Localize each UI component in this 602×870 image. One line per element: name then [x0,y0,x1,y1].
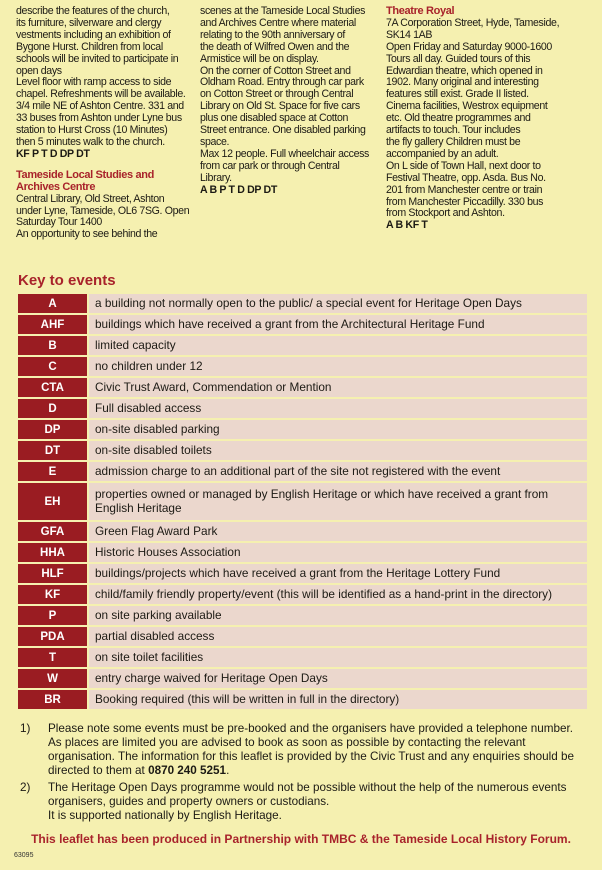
column-2 [200,6,386,197]
note-1-end: . [226,764,230,777]
key-table [18,294,587,711]
local-studies-text: Central Library, Old Street, Ashton under Lyne, Tameside, OL6 7SG. Open Saturday Tour 1400 An opportunity to see behind the [16,192,190,241]
theatre-royal-text: 7A Corporation Street, Hyde, Tameside, SK14 1AB Open Friday and Saturday 9000-1600 Tours all day. Guided tours of this Edwardian theatre, which opened in 1902. Many original and interesting features still exist. Grade II listed. Cinema facilities, Westrox equipment etc. Old theatre programmes and artifacts to touch. Tour includes the fly gallery Children must be accompanied by an adult. On L side of Town Hall, next door to Festival Theatre, opp. Asda. Bus No. 201 from Manchester centre or train from Manchester Piccadilly. 330 bus from Stockport and Ashton. [386,16,560,220]
key-row [18,522,587,541]
key-title: Key to events [18,272,116,289]
key-code: E [18,462,87,481]
key-row [18,648,587,667]
key-description: child/family friendly property/event (this will be identified as a hand-print in the directory) [89,585,587,604]
key-description: Civic Trust Award, Commendation or Mention [89,378,587,397]
notes [20,722,580,826]
church-description: describe the features of the church, its furniture, silverware and clergy vestments including an exhibition of Bygone Hurst. Children from local schools will be invited to participate in open days Level floor with ramp access to side chapel. Refreshments will be available. 3/4 mile NE of Ashton Centre. 331 and 33 buses from Ashton under Lyne bus station to Hurst Cross (10 Minutes) then 5 minutes walk to the church. [16,5,186,148]
theatre-royal-heading: Theatre Royal [386,5,455,17]
key-code: GFA [18,522,87,541]
key-code: BR [18,690,87,709]
key-row [18,336,587,355]
key-description: limited capacity [89,336,587,355]
key-code: AHF [18,315,87,334]
key-code: DP [18,420,87,439]
column-3 [386,6,596,232]
key-row [18,669,587,688]
note-2 [20,781,580,823]
key-code: W [18,669,87,688]
key-description: on-site disabled toilets [89,441,587,460]
local-studies-heading: Tameside Local Studies and Archives Centre [16,168,155,193]
key-row [18,627,587,646]
key-row [18,441,587,460]
key-description: on site parking available [89,606,587,625]
key-row [18,585,587,604]
church-codes: KF P T D DP DT [16,147,90,160]
key-code: C [18,357,87,376]
key-description: Historic Houses Association [89,543,587,562]
key-row [18,357,587,376]
key-row [18,690,587,709]
local-studies-continued: scenes at the Tameside Local Studies and Archives Centre where material relating to the 90th anniversary of the death of Wilfred Owen and the Armistice will be on display. On the corner of Cotton Street and Oldham Road. Entry through car park on Cotton Street or through Central Library on Old St. Space for five cars plus one disabled space at Cotton Street entrance. One disabled parking space. Max 12 people. Full wheelchair access from car park or through Central Library. [200,5,370,184]
column-1 [16,6,196,241]
key-description: Green Flag Award Park [89,522,587,541]
key-description: no children under 12 [89,357,587,376]
key-description: Booking required (this will be written in full in the directory) [89,690,587,709]
partnership-statement: This leaflet has been produced in Partnership with TMBC & the Tameside Local History Forum. [31,832,571,846]
key-description: a building not normally open to the public/ a special event for Heritage Open Days [89,294,587,313]
key-description: admission charge to an additional part of the site not registered with the event [89,462,587,481]
key-code: CTA [18,378,87,397]
key-code: T [18,648,87,667]
key-code: KF [18,585,87,604]
note-1-body: Please note some events must be pre-booked and the organisers have provided a telephone number. As places are limited you are advised to book as soon as possible by contacting the relevant organisation. The information for this leaflet is provided by the Civic Trust and any enquiries should be directed to them at [48,722,575,777]
key-description: entry charge waived for Heritage Open Days [89,669,587,688]
key-code: P [18,606,87,625]
key-row [18,606,587,625]
key-code: EH [18,483,87,520]
key-code: B [18,336,87,355]
key-row [18,315,587,334]
note-text [48,722,580,778]
key-row [18,462,587,481]
note-1 [20,722,580,778]
key-description: Full disabled access [89,399,587,418]
key-description: on-site disabled parking [89,420,587,439]
key-code: DT [18,441,87,460]
key-description: buildings which have received a grant from the Architectural Heritage Fund [89,315,587,334]
footer-code: 63095 [14,852,34,859]
key-code: A [18,294,87,313]
key-description: partial disabled access [89,627,587,646]
key-row [18,564,587,583]
note-text: The Heritage Open Days programme would not be possible without the help of the numerous events organisers, guides and property owners or custodians. It is supported nationally by English Heritage. [48,781,567,822]
phone-number: 0870 240 5251 [148,764,227,777]
key-row [18,399,587,418]
note-number: 2) [20,781,31,794]
key-code: PDA [18,627,87,646]
key-code: HHA [18,543,87,562]
key-description: properties owned or managed by English Heritage or which have received a grant from English Heritage [89,483,587,520]
local-studies-codes: A B P T D DP DT [200,183,277,196]
key-code: HLF [18,564,87,583]
key-row [18,420,587,439]
key-description: buildings/projects which have received a grant from the Heritage Lottery Fund [89,564,587,583]
key-row [18,483,587,520]
key-row [18,294,587,313]
key-row [18,378,587,397]
key-code: D [18,399,87,418]
key-description: on site toilet facilities [89,648,587,667]
directory-columns [16,6,596,268]
key-row [18,543,587,562]
note-number: 1) [20,722,31,735]
theatre-royal-codes: A B KF T [386,219,428,232]
